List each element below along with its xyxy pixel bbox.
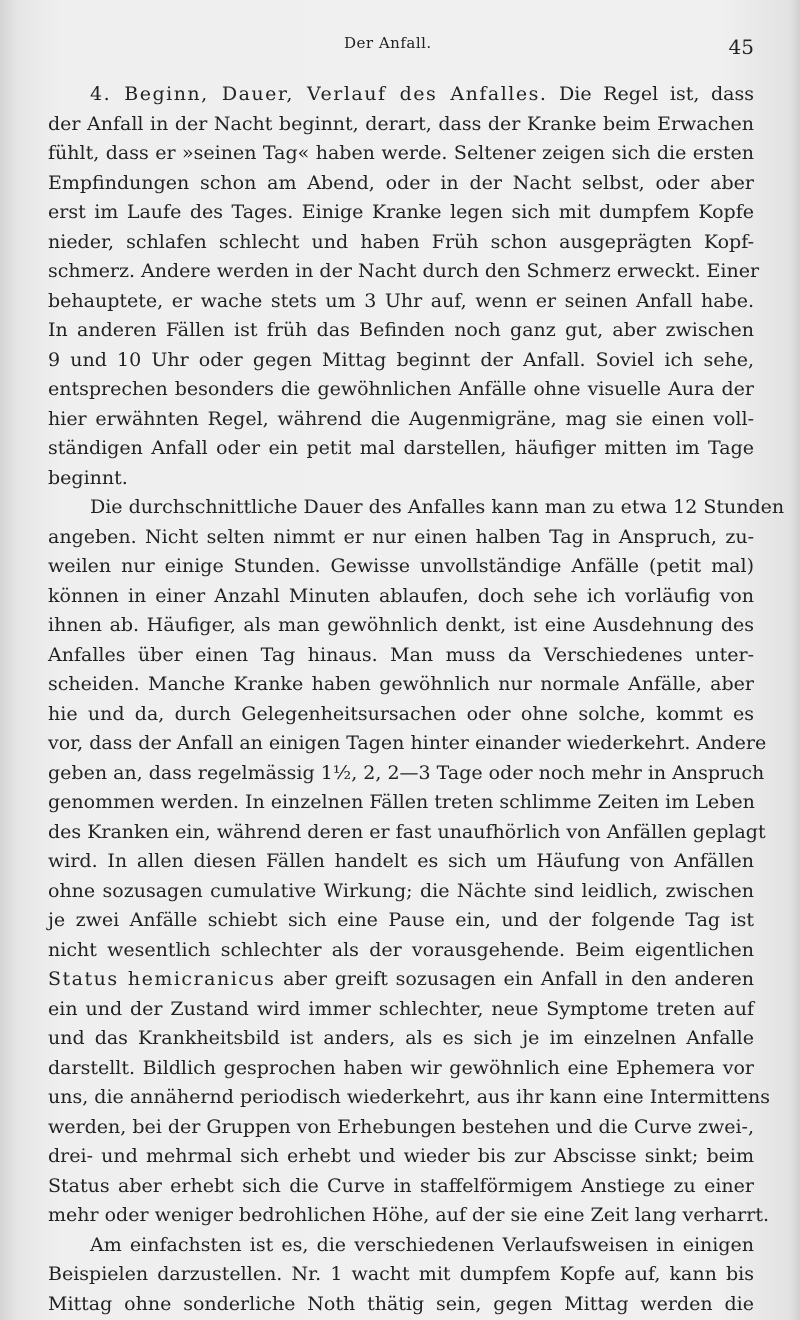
text-line: scheiden. Manche Kranke haben gewöhnlich nur normale Anfälle, aber xyxy=(48,673,754,695)
text-line: Mittag ohne sonderliche Noth thätig sein, gegen Mittag werden die xyxy=(48,1292,754,1315)
text-line: angeben. Nicht selten nimmt er nur einen halben Tag in Anspruch, zu- xyxy=(48,525,754,548)
text-line: Die durchschnittliche Dauer des Anfalles kann man zu etwa 12 Stunden xyxy=(90,496,785,518)
status-term: Status hemicranicus xyxy=(48,968,276,990)
text-line: geben an, dass regelmässig 1½, 2, 2—3 Tage oder noch mehr in Anspruch xyxy=(48,761,765,784)
text-line: der Anfall in der Nacht beginnt, derart, dass der Kranke beim Erwachen xyxy=(48,112,754,135)
text-line: 9 und 10 Uhr oder gegen Mittag beginnt der Anfall. Soviel ich sehe, xyxy=(48,348,754,371)
text-line: nicht wesentlich schlechter als der vorausgehende. Beim eigentlichen xyxy=(48,938,754,961)
section-heading: 4. Beginn, Dauer, Verlauf des Anfalles. xyxy=(90,83,548,105)
text-line: Status hemicranicus aber greift sozusagen ein Anfall in den anderen xyxy=(48,968,754,990)
running-head: Der Anfall. xyxy=(344,34,432,52)
text-line: und das Krankheitsbild ist anders, als es sich je im einzelnen Anfalle xyxy=(48,1027,754,1049)
text-line: beginnt. xyxy=(48,466,128,489)
text-line: Beispielen darzustellen. Nr. 1 wacht mit dumpfem Kopfe auf, kann bis xyxy=(48,1263,754,1285)
text-line: Anfalles über einen Tag hinaus. Man muss da Verschiedenes unter- xyxy=(48,643,754,666)
text-line: 4. Beginn, Dauer, Verlauf des Anfalles. Die Regel ist, dass xyxy=(90,83,754,105)
text-line: genommen werden. In einzelnen Fällen treten schlimme Zeiten im Leben xyxy=(48,791,755,813)
text-line: Empfindungen schon am Abend, oder in der Nacht selbst, oder aber xyxy=(48,171,754,194)
text-line: vor, dass der Anfall an einigen Tagen hinter einander wiederkehrt. Andere xyxy=(48,732,767,754)
text-line: behauptete, er wache stets um 3 Uhr auf, wenn er seinen Anfall habe. xyxy=(48,289,754,312)
text-line: erst im Laufe des Tages. Einige Kranke legen sich mit dumpfem Kopfe xyxy=(48,201,754,223)
text-line: uns, die annähernd periodisch wiederkehrt, aus ihr kann eine Intermittens xyxy=(48,1086,771,1108)
page-header xyxy=(0,34,800,59)
body-text xyxy=(48,80,785,1319)
text-line: des Kranken ein, während deren er fast unaufhörlich von Anfällen geplagt xyxy=(48,820,766,843)
text-line: Am einfachsten ist es, die verschiedenen Verlaufsweisen in einigen xyxy=(90,1233,754,1256)
text-line: In anderen Fällen ist früh das Befinden noch ganz gut, aber zwischen xyxy=(48,319,754,341)
text-line: können in einer Anzahl Minuten ablaufen, doch sehe ich vorläufig von xyxy=(48,584,754,607)
text-line: ständigen Anfall oder ein petit mal darstellen, häufiger mitten im Tage xyxy=(48,437,754,459)
text-line: hie und da, durch Gelegenheitsursachen oder ohne solche, kommt es xyxy=(48,702,754,725)
text-line: fühlt, dass er »seinen Tag« haben werde. Seltener zeigen sich die ersten xyxy=(48,142,754,164)
text-line: mehr oder weniger bedrohlichen Höhe, auf der sie eine Zeit lang verharrt. xyxy=(48,1204,770,1226)
text-line: schmerz. Andere werden in der Nacht durch den Schmerz erweckt. Einer xyxy=(48,260,760,282)
text-line: ein und der Zustand wird immer schlechter, neue Symptome treten auf xyxy=(48,997,754,1020)
page-number: 45 xyxy=(728,35,754,59)
text-line: ohne sozusagen cumulative Wirkung; die Nächte sind leidlich, zwischen xyxy=(48,879,754,902)
text-line: weilen nur einige Stunden. Gewisse unvollständige Anfälle (petit mal) xyxy=(48,555,754,577)
text-line: hier erwähnten Regel, während die Augenmigräne, mag sie einen voll- xyxy=(48,407,754,430)
text-line: wird. In allen diesen Fällen handelt es sich um Häufung von Anfällen xyxy=(48,850,754,872)
text-line: ihnen ab. Häufiger, als man gewöhnlich denkt, ist eine Ausdehnung des xyxy=(48,614,754,636)
text-line: je zwei Anfälle schiebt sich eine Pause ein, und der folgende Tag ist xyxy=(48,909,754,931)
text-line: werden, bei der Gruppen von Erhebungen bestehen und die Curve zwei-, xyxy=(48,1115,754,1138)
text-line: Status aber erhebt sich die Curve in staffelförmigem Anstiege zu einer xyxy=(48,1174,754,1197)
text-line: nieder, schlafen schlecht und haben Früh schon ausgeprägten Kopf- xyxy=(48,230,754,253)
text-line: drei- und mehrmal sich erhebt und wieder bis zur Abscisse sinkt; beim xyxy=(48,1145,754,1167)
text-line: entsprechen besonders die gewöhnlichen Anfälle ohne visuelle Aura der xyxy=(48,378,754,400)
text-line: darstellt. Bildlich gesprochen haben wir gewöhnlich eine Ephemera vor xyxy=(48,1056,754,1079)
